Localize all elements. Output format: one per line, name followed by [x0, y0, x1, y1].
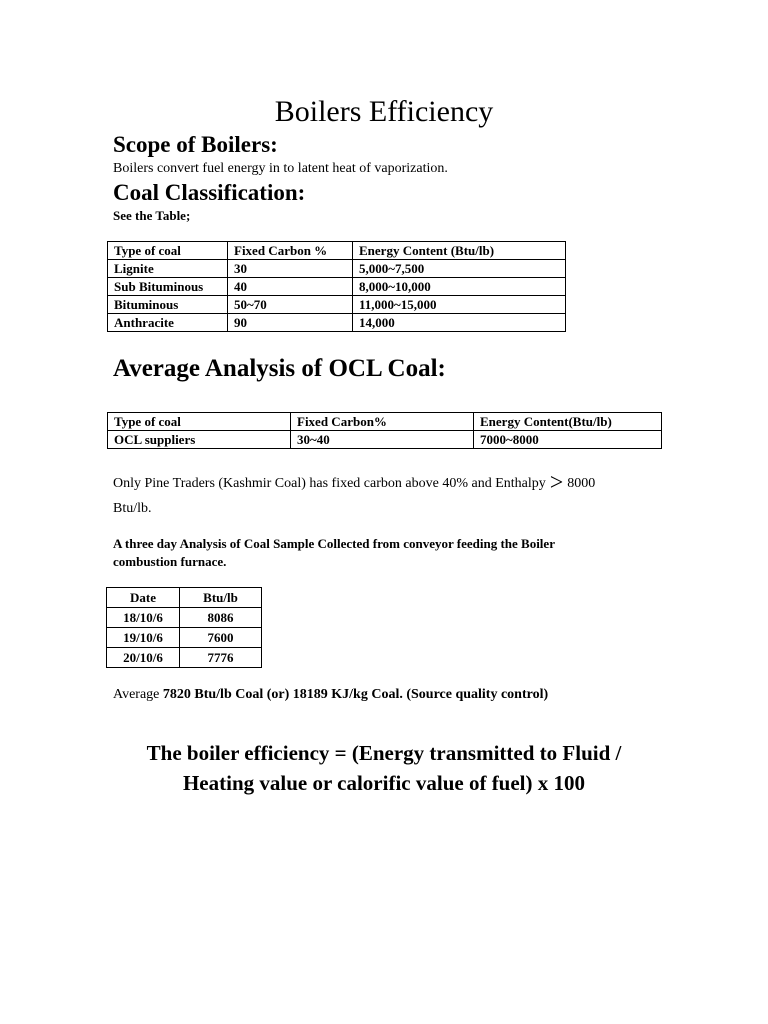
table-header-row	[108, 413, 662, 431]
table-cell: 7000~8000	[474, 431, 662, 449]
table-cell: Sub Bituminous	[108, 278, 228, 296]
see-table-note: See the Table;	[113, 208, 191, 223]
table-cell: 50~70	[228, 296, 353, 314]
table-row	[108, 278, 566, 296]
scope-heading: Scope of Boilers:	[113, 132, 278, 157]
average-label: Average	[113, 687, 160, 702]
table-header-cell: Type of coal	[108, 413, 291, 431]
table-header-cell: Date	[107, 588, 180, 608]
table-cell: 20/10/6	[107, 648, 180, 668]
table-header-row	[108, 242, 566, 260]
coal-classification-heading: Coal Classification:	[113, 180, 306, 205]
table-row	[108, 431, 662, 449]
table-cell: 18/10/6	[107, 608, 180, 628]
ocl-analysis-heading: Average Analysis of OCL Coal:	[113, 355, 446, 382]
table-header-row	[107, 588, 262, 608]
three-day-heading: A three day Analysis of Coal Sample Collected from conveyor feeding the Boiler	[113, 536, 555, 551]
table-header-cell: Energy Content (Btu/lb)	[353, 242, 566, 260]
average-value: 7820 Btu/lb Coal (or) 18189 KJ/kg Coal. (Source quality control)	[162, 687, 549, 702]
table-header-cell: Type of coal	[108, 242, 228, 260]
table-row	[107, 628, 262, 648]
table-header-cell: Fixed Carbon%	[291, 413, 474, 431]
ocl-note-text: Only Pine Traders (Kashmir Coal) has fixed carbon above 40% and Enthalpy	[113, 476, 546, 491]
average-line	[113, 686, 548, 704]
table-cell: Anthracite	[108, 314, 228, 332]
table-cell: 40	[228, 278, 353, 296]
table-row	[108, 296, 566, 314]
three-day-heading-line2: combustion furnace.	[113, 554, 227, 569]
table-row	[108, 314, 566, 332]
table-header-cell: Fixed Carbon %	[228, 242, 353, 260]
table-cell: 30	[228, 260, 353, 278]
coal-classification-table	[107, 241, 566, 332]
table-cell: 19/10/6	[107, 628, 180, 648]
table-header-cell: Btu/lb	[180, 588, 262, 608]
table-cell: 14,000	[353, 314, 566, 332]
table-cell: 5,000~7,500	[353, 260, 566, 278]
table-cell: 7600	[180, 628, 262, 648]
table-cell: 90	[228, 314, 353, 332]
ocl-note-value: 8000	[567, 476, 596, 491]
ocl-coal-table	[107, 412, 662, 449]
table-cell: Lignite	[108, 260, 228, 278]
ocl-note-unit: Btu/lb.	[113, 501, 152, 516]
formula-line-2: Heating value or calorific value of fuel) x 100	[182, 771, 586, 795]
table-header-cell: Energy Content(Btu/lb)	[474, 413, 662, 431]
table-cell: 8086	[180, 608, 262, 628]
table-cell: 7776	[180, 648, 262, 668]
formula-line-1: The boiler efficiency = (Energy transmitted to Fluid /	[146, 741, 622, 765]
table-cell: Bituminous	[108, 296, 228, 314]
table-row	[108, 260, 566, 278]
table-row	[107, 648, 262, 668]
page-title: Boilers Efficiency	[274, 95, 494, 128]
three-day-table	[106, 587, 262, 668]
greater-than-symbol: >	[549, 470, 564, 496]
table-cell: 30~40	[291, 431, 474, 449]
table-cell: 11,000~15,000	[353, 296, 566, 314]
table-cell: 8,000~10,000	[353, 278, 566, 296]
scope-text: Boilers convert fuel energy in to latent heat of vaporization.	[113, 161, 448, 176]
ocl-note	[113, 470, 673, 496]
efficiency-formula	[0, 738, 768, 798]
table-row	[107, 608, 262, 628]
table-cell: OCL suppliers	[108, 431, 291, 449]
